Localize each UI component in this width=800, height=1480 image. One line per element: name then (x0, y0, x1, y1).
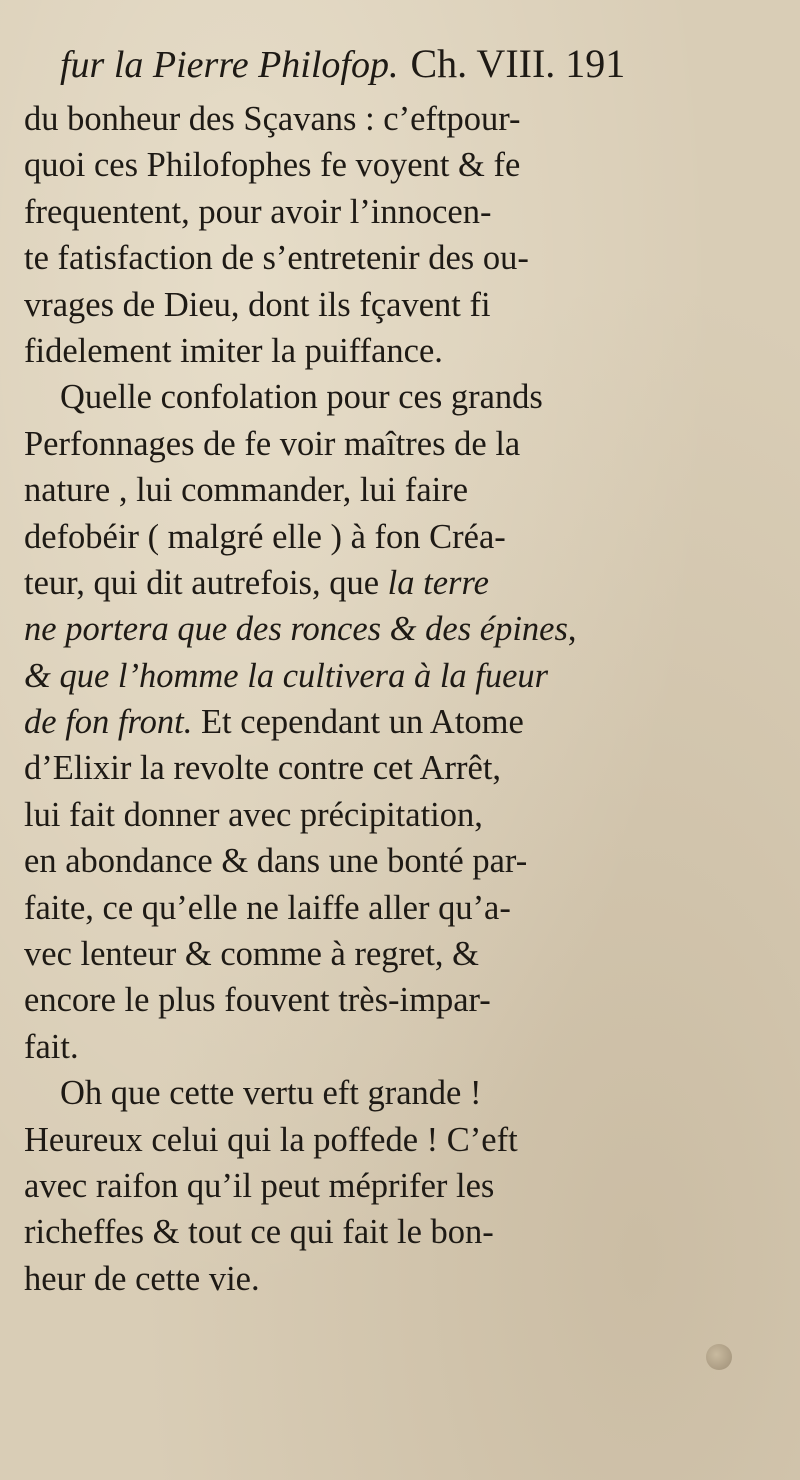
text-segment: du bonheur des Sçavans : c’eftpour- (24, 100, 521, 138)
text-segment: vrages de Dieu, dont ils fçavent fi (24, 285, 491, 324)
text-line (24, 1163, 784, 1209)
italic-segment: la terre (387, 563, 489, 602)
text-line (24, 885, 784, 931)
text-line (24, 1256, 784, 1302)
page-number: 191 (565, 41, 626, 86)
text-line (24, 467, 784, 513)
text-segment: Quelle confolation pour ces grands (60, 378, 543, 417)
text-segment: fidelement imiter la puiffance. (24, 331, 443, 370)
text-segment: avec raifon qu’il peut méprifer les (24, 1166, 495, 1205)
text-line (24, 838, 784, 884)
text-segment: fait. (24, 1027, 79, 1066)
text-line (24, 96, 784, 142)
text-line (24, 142, 784, 188)
paper-stain (706, 1344, 732, 1370)
text-segment: richeffes & tout ce qui fait le bon- (24, 1213, 494, 1252)
text-line (24, 1070, 784, 1116)
paragraph (24, 96, 784, 374)
text-segment: nature , lui commander, lui faire (24, 471, 469, 510)
text-line (24, 421, 784, 467)
italic-segment: de fon front. (24, 703, 193, 742)
text-segment: vec lenteur & comme à regret, & (24, 935, 480, 974)
text-segment: faite, ce qu’elle ne laiffe aller qu’a- (24, 888, 511, 927)
body-text (24, 96, 784, 1302)
text-line (24, 745, 784, 791)
text-segment: encore le plus fouvent très-impar- (24, 981, 491, 1020)
text-segment: Perfonnages de fe voir maîtres de la (24, 424, 521, 463)
italic-segment: ne portera que des ronces & des épines (24, 610, 568, 649)
italic-segment: & que l’homme la cultivera à la fueur (24, 656, 549, 695)
text-segment: heur de cette vie. (24, 1259, 260, 1298)
text-segment: , (567, 610, 577, 649)
text-segment: Heureux celui qui la poffede ! C’eft (24, 1120, 518, 1159)
text-line (24, 328, 784, 374)
text-line (24, 189, 784, 235)
text-line (24, 931, 784, 977)
text-line (24, 560, 784, 606)
text-line (24, 653, 784, 699)
text-line (24, 977, 784, 1023)
text-line (24, 1024, 784, 1070)
text-segment: Oh que cette vertu eft grande ! (60, 1074, 482, 1113)
text-line (24, 235, 784, 281)
chapter-label: Ch. VIII. (410, 41, 556, 86)
running-title: fur la Pierre Philofop. (60, 44, 399, 86)
text-line (24, 1209, 784, 1255)
text-line (24, 374, 784, 420)
text-line (24, 1117, 784, 1163)
text-segment: d’Elixir la revolte contre cet Arrêt, (24, 749, 502, 788)
running-header (60, 40, 772, 89)
text-segment: lui fait donner avec précipitation, (24, 795, 483, 834)
text-segment: Et cependant un Atome (192, 703, 524, 742)
text-line (24, 699, 784, 745)
text-segment: en abondance & dans une bonté par- (24, 842, 528, 881)
paragraph (24, 374, 784, 1070)
text-segment: quoi ces Philofophes fe voyent & fe (24, 146, 521, 185)
text-segment: teur, qui dit autrefois, que (24, 563, 388, 602)
text-line (24, 514, 784, 560)
text-segment: te fatisfaction de s’entretenir des ou- (24, 239, 529, 278)
text-line (24, 606, 784, 652)
paragraph (24, 1070, 784, 1302)
text-segment: defobéir ( malgré elle ) à fon Créa- (24, 517, 506, 556)
text-segment: frequentent, pour avoir l’innocen- (24, 192, 492, 231)
text-line (24, 792, 784, 838)
text-line (24, 282, 784, 328)
